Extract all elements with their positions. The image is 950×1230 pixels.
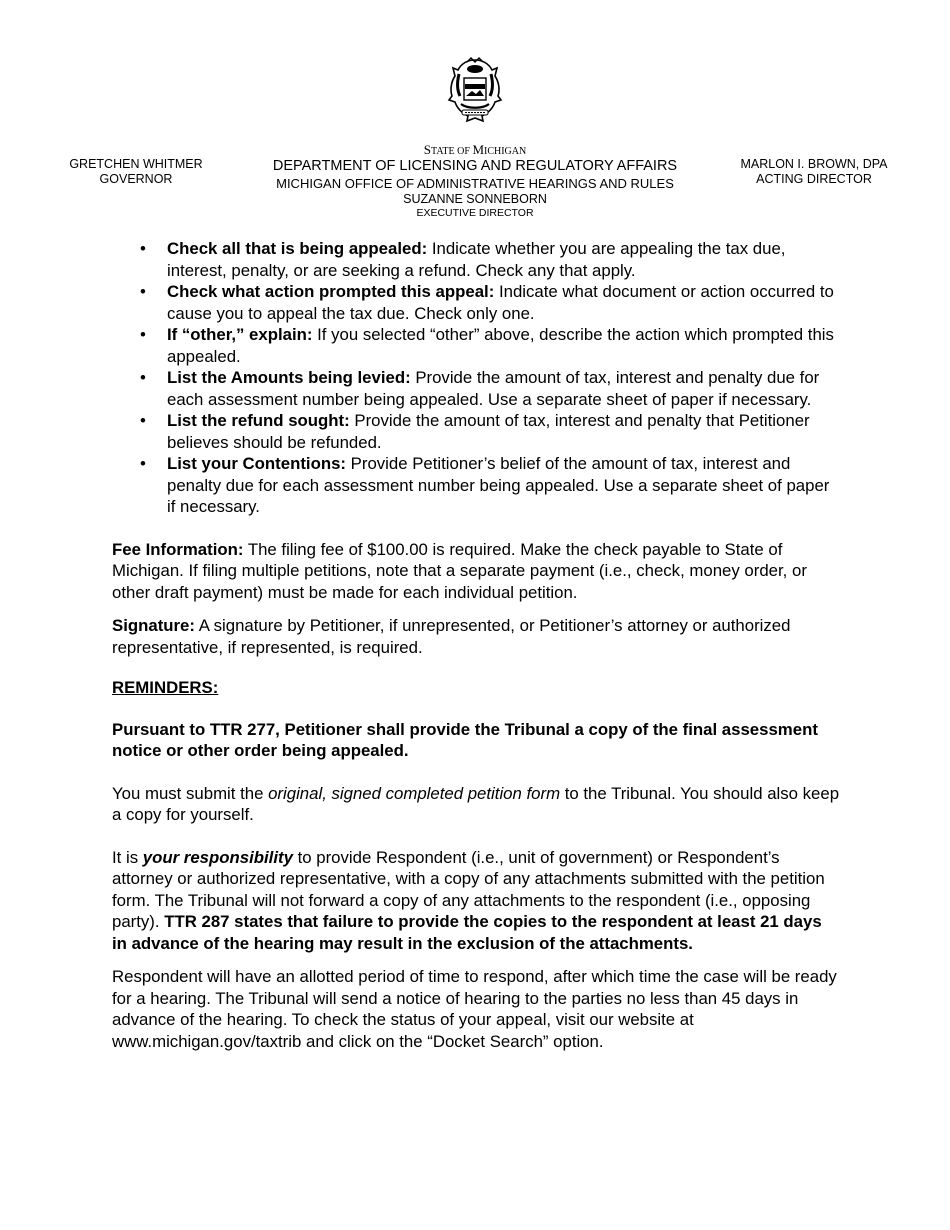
list-item bbox=[167, 367, 840, 410]
governor-name: GRETCHEN WHITMER bbox=[69, 157, 203, 171]
state-name: STATE OF MICHIGAN bbox=[423, 142, 527, 157]
director-name: MARLON I. BROWN, DPA bbox=[740, 157, 888, 171]
bullet-text: Indicate what document or action occurred to cause you to appeal the tax due. Check only one. bbox=[167, 282, 834, 323]
bullet-text: Indicate whether you are appealing the tax due, interest, penalty, or are seeking a refund. Check any that apply. bbox=[167, 239, 786, 280]
signature-information: Signature: A signature by Petitioner, if unrepresented, or Petitioner’s attorney or authorized representative, if represented, is required. bbox=[112, 616, 791, 657]
bullet-term: List your Contentions: bbox=[167, 454, 346, 473]
list-item bbox=[167, 324, 840, 367]
executive-director-name: SUZANNE SONNEBORN bbox=[403, 192, 547, 206]
department-name: DEPARTMENT OF LICENSING AND REGULATORY AFFAIRS bbox=[272, 158, 678, 174]
list-item bbox=[167, 281, 840, 324]
submit-original-notice: You must submit the original, signed completed petition form to the Tribunal. You should also keep a copy for yourself. bbox=[112, 783, 840, 824]
bullet-term: Check what action prompted this appeal: bbox=[167, 282, 495, 301]
bullet-term: List the refund sought: bbox=[167, 411, 350, 430]
list-item bbox=[167, 238, 840, 281]
office-name: MICHIGAN OFFICE OF ADMINISTRATIVE HEARINGS AND RULES bbox=[276, 176, 674, 191]
bullet-text: Provide the amount of tax, interest and penalty due for each assessment number being appealed. Use a separate sheet of paper if necessary. bbox=[167, 368, 820, 409]
instruction-list bbox=[112, 238, 840, 518]
bullet-term: Check all that is being appealed: bbox=[167, 239, 428, 258]
bullet-text: If you selected “other” above, describe the action which prompted this appealed. bbox=[167, 325, 834, 366]
bullet-term: List the Amounts being levied: bbox=[167, 368, 411, 387]
list-item bbox=[167, 410, 840, 453]
director-block bbox=[730, 157, 898, 187]
fee-information: Fee Information: The filing fee of $100.00 is required. Make the check payable to State of Michigan. If filing multiple petitions, note that a separate payment (i.e., check, money order, or other draft payment) must be made for each individual petition. bbox=[112, 539, 807, 602]
reminders-heading: REMINDERS: bbox=[112, 678, 219, 697]
respondent-notice: Respondent will have an allotted period of time to respond, after which time the case will be ready for a hearing. The Tribunal will send a notice of hearing to the parties no less than 45 days in advance of the hearing. To check the status of your appeal, visit our website at www.michigan.gov/taxtrib and click on the “Docket Search” option. bbox=[112, 967, 837, 1051]
bullet-term: If “other,” explain: bbox=[167, 325, 313, 344]
bullet-text: Provide the amount of tax, interest and penalty that Petitioner believes should be refunded. bbox=[167, 411, 810, 452]
governor-title: GOVERNOR bbox=[99, 172, 173, 186]
ttr-277-notice: Pursuant to TTR 277, Petitioner shall provide the Tribunal a copy of the final assessment notice or other order being appealed. bbox=[112, 719, 818, 760]
director-title: ACTING DIRECTOR bbox=[756, 172, 872, 186]
executive-director-title: EXECUTIVE DIRECTOR bbox=[416, 207, 534, 219]
list-item bbox=[167, 453, 840, 518]
instructions-body bbox=[112, 238, 840, 1052]
bullet-text: Provide Petitioner’s belief of the amount of tax, interest and penalty due for each assessment number being appealed. Use a separate sheet of paper if necessary. bbox=[167, 454, 830, 516]
governor-block bbox=[62, 157, 210, 187]
responsibility-notice: It is your responsibility to provide Respondent (i.e., unit of government) or Respondent’s attorney or authorized representative, with a copy of any attachments submitted with the petition form. The Tribunal will not forward a copy of any attachments to the respondent (i.e., opposing party). TTR 287 states that failure to provide the copies to the respondent at least 21 days in advance of the hearing may result in the exclusion of the attachments. bbox=[112, 847, 825, 953]
michigan-seal-icon bbox=[445, 56, 505, 124]
